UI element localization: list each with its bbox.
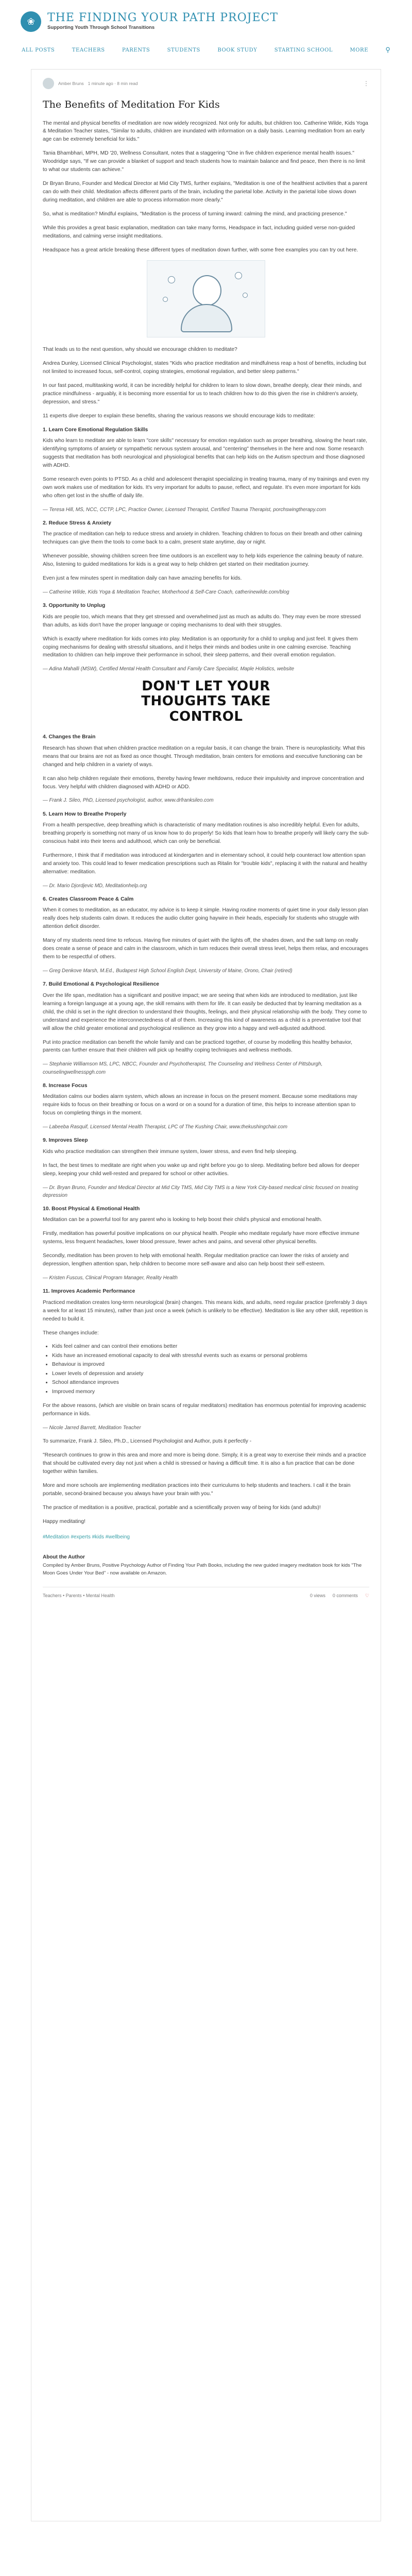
- paragraph: In our fast paced, multitasking world, it can be incredibly helpful for children to learn to slow down, breathe deeply, clear their minds, and practice mindfulness - arguably, it is becoming more essential for us to teach children how to do this given the rise in children's anxiety, depression, and stress.": [43, 382, 362, 405]
- quote-source: — Stephanie Williamson MS, LPC, NBCC, Founder and Psychotherapist, The Counseling and Wellness Center of Pittsburgh, counselingwellnesspgh.com: [43, 1061, 323, 1075]
- nav-book-study[interactable]: BOOK STUDY: [217, 47, 258, 53]
- quote-source: — Nicole Jarred Barrett, Meditation Teacher: [43, 1425, 141, 1431]
- list-item: • School attendance improves: [52, 1379, 369, 1386]
- section-heading: 7. Build Emotional & Psychological Resilience: [43, 981, 160, 988]
- nav-parents[interactable]: PARENTS: [122, 47, 150, 53]
- illustration-body: [181, 304, 232, 332]
- section-heading: 6. Creates Classroom Peace & Calm: [43, 896, 134, 902]
- comments-count[interactable]: 0 comments: [332, 1592, 358, 1598]
- paragraph: Dr Bryan Bruno, Founder and Medical Director at Mid City TMS, further explains, "Meditation is one of the healthiest activities that a parent can do with their child. Meditation affects different parts of the brain, including the parietal lobe. Activity in the parietal lobe slows down during meditation, and children are able to process information more clearly.": [43, 181, 368, 204]
- section-heading: 8. Increase Focus: [43, 1082, 88, 1089]
- list-item: • Behaviour is improved: [52, 1361, 369, 1368]
- list-item: • Kids feel calmer and can control their emotions better: [52, 1343, 369, 1350]
- changes-list: [52, 1343, 369, 1396]
- paragraph: Meditation calms our bodies alarm system, which allows an increase in focus on the present moment. Because some meditations may require kids to focus on their breathing or focus on a word or on a sound for a duration of time, this helps to increase attention span to focus on completing things in the moment.: [43, 1094, 357, 1116]
- paragraph: These changes include:: [43, 1330, 99, 1336]
- site-title[interactable]: THE FINDING YOUR PATH PROJECT: [47, 11, 279, 24]
- quote-source: — Greg Denkove Marsh, M.Ed., Budapest High School English Dept, University of Maine, Orono, Chair (retired): [43, 968, 293, 974]
- main-nav: [0, 43, 412, 57]
- about-author: [43, 1553, 369, 1577]
- logo-icon[interactable]: ❀: [21, 11, 41, 32]
- paragraph: Andrea Dunley, Licensed Clinical Psychologist, states "Kids who practice meditation and mindfulness reap a host of benefits, including but not limited to increased focus, self-control, coping strategies, emotional regulation, and better sleep patterns.": [43, 360, 366, 375]
- paragraph: Headspace has a great article breaking these different types of meditation down further, with some free examples you can try out here.: [43, 247, 358, 253]
- section-heading: 4. Changes the Brain: [43, 734, 96, 740]
- list-item: • Lower levels of depression and anxiety: [52, 1370, 369, 1378]
- post-footer: [43, 1587, 369, 1600]
- thought-bubble-icon: [168, 276, 175, 283]
- post-categories[interactable]: Teachers • Parents • Mental Health: [43, 1592, 115, 1598]
- nav-starting-school[interactable]: STARTING SCHOOL: [274, 47, 333, 53]
- section-heading: 2. Reduce Stress & Anxiety: [43, 520, 111, 526]
- paragraph: When it comes to meditation, as an educator, my advice is to keep it simple. Having routine moments of quiet time in your daily lesson plan really does help students calm down. It reduces the audio clutter going haywire in their heads, especially for students who struggle with attention deficit disorder.: [43, 907, 368, 930]
- section-heading: 3. Opportunity to Unplug: [43, 603, 106, 609]
- thought-bubble-icon: [243, 293, 248, 298]
- paragraph: Kids who practice meditation can strengthen their immune system, lower stress, and even find help sleeping.: [43, 1148, 298, 1155]
- list-item: • Improved memory: [52, 1388, 369, 1396]
- paragraph: That leads us to the next question, why should we encourage children to meditate?: [43, 346, 237, 352]
- nav-teachers[interactable]: TEACHERS: [72, 47, 105, 53]
- quote-source: — Dr. Bryan Bruno, Founder and Medical Director at Mid City TMS, Mid City TMS is a New York City-based medical clinic focused on treating depression: [43, 1184, 358, 1198]
- more-options-icon[interactable]: ⋮: [363, 80, 369, 87]
- callout-line: DON'T LET YOUR: [142, 678, 270, 694]
- section-heading: 10. Boost Physical & Emotional Health: [43, 1206, 140, 1212]
- list-item: • Kids have an increased emotional capacity to deal with stressful events such as exams or personal problems: [52, 1352, 369, 1360]
- paragraph: Tania Bhambhari, MPH, MD '20, Wellness Consultant, notes that a staggering "One in five children experience mental health issues." Woodridge says, "If we can provide a blanket of support and teach students how to maintain balance and find peace, then there is no limit to what our students can achieve.": [43, 150, 366, 173]
- quote-source: — Frank J. Sileo, PhD, Licensed psychologist, author, www.drfranksileo.com: [43, 798, 214, 804]
- section-heading: 11. Improves Academic Performance: [43, 1289, 135, 1295]
- callout-image: [43, 679, 369, 725]
- about-title: About the Author: [43, 1554, 85, 1561]
- paragraph: For the above reasons, (which are visible on brain scans of regular meditators) meditation has enormous potential for improving academic performance in kids.: [43, 1403, 366, 1417]
- paragraph: Secondly, meditation has been proven to help with emotional health. Regular meditation practice can lower the risks of anxiety and depression, lengthen attention span, help children to become more self-aware and also can help boost their self-esteem.: [43, 1253, 349, 1267]
- paragraph: Even just a few minutes spent in meditation daily can have amazing benefits for kids.: [43, 575, 242, 582]
- paragraph: The mental and physical benefits of meditation are now widely recognized. Not only for adults, but children too. Catherine Wilde, Kids Yoga & Meditation Teacher states, "Similar to adults, children are inundated with information on a daily basis. Learning meditation from an early age can be extremely beneficial for kids.": [43, 120, 368, 143]
- quote-source: — Dr. Mario Djordjevic MD, Meditationhelp.org: [43, 883, 147, 889]
- paragraph: In fact, the best times to meditate are right when you wake up and right before you go to sleep. Meditating before bed allows for deeper sleep, keeping your child well-rested and prepared for school or other activities.: [43, 1162, 359, 1177]
- paragraph: Firstly, meditation has powerful positive implications on our physical health. People who meditate regularly have more effective immune systems, less frequent headaches, lower blood pressure, fewer aches and pains, and several other physical benefits.: [43, 1231, 359, 1245]
- paragraph: Research has shown that when children practice meditation on a regular basis, it can change the brain. There is neuroplasticity. What this means that our brains are not as fixed as once thought. Through meditation, brain centers for emotions and executive functioning can be changed and help children in a variety of ways.: [43, 745, 365, 768]
- views-count: 0 views: [310, 1592, 325, 1598]
- avatar[interactable]: [43, 78, 54, 89]
- paragraph: Over the life span, meditation has a significant and positive impact; we are seeing that when kids are introduced to meditation, just like learning a foreign language at a young age, the skill remains with them for life. It can easily be deducted that by learning meditation as a child, the child is set in the right direction to understand their thoughts, feelings, and their physical relationship with the body. They come to understand and experience the interconnectedness of all of them. Increasing this kind of awareness as a child is a preventative tool that will allow the child greater emotional and psychological resilience as they grow into a happy and well-adjusted adulthood.: [43, 992, 367, 1031]
- quote-source: — Adina Mahalli (MSW), Certified Mental Health Consultant and Family Care Specialist, Maple Holistics, website: [43, 666, 295, 672]
- post-title: The Benefits of Meditation For Kids: [43, 99, 220, 110]
- section-heading: 9. Improves Sleep: [43, 1138, 88, 1144]
- blog-post: [31, 69, 381, 2521]
- paragraph: So, what is meditation? Mindful explains, "Meditation is the process of turning inward: calming the mind, and practicing presence.": [43, 211, 347, 217]
- paragraph: From a health perspective, deep breathing which is characteristic of many meditation routines is also incredibly helpful. Even for adults, breathing properly is something not many of us know how to do properly! So kids that learn how to breathe properly will likely carry the sub-conscious habit into their teens and adulthood, which can only be beneficial.: [43, 822, 369, 844]
- paragraph: Practiced meditation creates long-term neurological (brain) changes. This means kids, and adults, need regular practice (preferably 3 days a week for at least 15 minutes), rather than just once a week (which is unlikely to be effective). Meditation is like any other skill, repetition is needed to build it.: [43, 1299, 368, 1322]
- paragraph: The practice of meditation can help to reduce stress and anxiety in children. Teaching children to focus on their breath and other calming techniques can give them the tools to come back to a calm, present state anytime, day or night.: [43, 531, 363, 546]
- author-row: [43, 78, 369, 89]
- hashtags[interactable]: #Meditation #experts #kids #wellbeing: [43, 1534, 130, 1540]
- nav-more[interactable]: MORE: [350, 47, 369, 53]
- callout-line: THOUGHTS TAKE: [141, 693, 271, 709]
- paragraph: Furthermore, I think that if meditation was introduced at kindergarten and in elementary school, it could help counteract low attention span and anxiety too. This could lead to fewer medication prescriptions such as Ritalin for "trouble kids", replacing it with the natural and healthy alternative: meditation.: [43, 852, 367, 875]
- paragraph: Which is exactly where meditation for kids comes into play. Meditation is an opportunity for a child to unplug and just feel. It gives them coping mechanisms for dealing with stressful situations, and it helps their minds and bodies unite in one calming exercise. Teaching meditation to children can help improve their performance in school, their sleep patterns, and their overall emotion regulation.: [43, 636, 358, 658]
- nav-students[interactable]: STUDENTS: [167, 47, 201, 53]
- thought-bubble-icon: [235, 272, 242, 279]
- paragraph: To summarize, Frank J. Sileo, Ph.D., Licensed Psychologist and Author, puts it perfectly -: [43, 1438, 252, 1445]
- paragraph: Many of my students need time to refocus. Having five minutes of quiet with the lights off, the shades down, and the salt lamp on really does create a sense of peace and calm in the classroom, which in turn reduces their overall stress level, helps them relax, and encourages them to be respectful of others.: [43, 938, 368, 960]
- paragraph: Kids who learn to meditate are able to learn "core skills" necessary for emotion regulation such as proper breathing, slowing the heart rate, identifying symptoms of anxiety or sympathetic nervous system arousal, and "centering" themselves in the here and now. Some research suggests that meditation has both neurological and physiological benefits that can help kids on the Autism spectrum and those diagnosed with ADHD.: [43, 438, 368, 468]
- quote-source: — Labeeba Rasquif, Licensed Mental Health Therapist, LPC of The Kushing Chair, www.thekushingchair.com: [43, 1124, 288, 1130]
- search-icon[interactable]: ⚲: [385, 46, 390, 54]
- paragraph: Meditation can be a powerful tool for any parent who is looking to help boost their child's physical and emotional health.: [43, 1217, 322, 1223]
- nav-all-posts[interactable]: ALL POSTS: [22, 47, 55, 53]
- paragraph: Whenever possible, showing children screen free time outdoors is an excellent way to help kids experience the calming beauty of nature. Also, listening to guided meditations for kids is a great way to help children get started on their meditation journey.: [43, 553, 364, 568]
- post-stats: [310, 1592, 369, 1600]
- illustration-head: [193, 275, 221, 306]
- paragraph: While this provides a great basic explanation, meditation can take many forms, Headspace in fact, including guided verse non-guided meditations, and calming verse insight meditations.: [43, 225, 355, 239]
- callout-line: CONTROL: [169, 709, 243, 725]
- meditation-illustration: [147, 260, 265, 337]
- paragraph: "Research continues to grow in this area and more and more is being done. Simply, it is a great way to exercise their minds and a practice that should be cultivated every day not just when a child is stressed or having a difficult time. It is also a fun practice that can be done together within families.: [43, 1452, 366, 1475]
- paragraph: Some research even points to PTSD. As a child and adolescent therapist specializing in treating trauma, many of my trainings and even my own work makes use of meditation for kids. It's very important for adults to pause, reflect, and regulate. It's even more important for kids who often get lost in the shuffle of daily life.: [43, 476, 369, 499]
- section-heading: 1. Learn Core Emotional Regulation Skills: [43, 427, 148, 433]
- post-meta: 1 minute ago · 8 min read: [88, 80, 138, 86]
- quote-source: — Teresa Hill, MS, NCC, CCTP, LPC, Practice Owner, Licensed Therapist, Certified Trauma Therapist, porchswingtherapy.com: [43, 506, 327, 513]
- paragraph: 11 experts dive deeper to explain these benefits, sharing the various reasons we should encourage kids to meditate:: [43, 413, 315, 419]
- quote-source: — Catherine Wilde, Kids Yoga & Meditation Teacher, Motherhood & Self-Care Coach, catherinewilde.com/blog: [43, 589, 289, 596]
- heart-icon[interactable]: ♡: [365, 1592, 369, 1598]
- site-header: [0, 0, 412, 36]
- paragraph: Kids are people too, which means that they get stressed and overwhelmed just as much as adults do. They may even be more stressed than adults, as kids don't have the proper language or coping mechanisms to deal with their struggles.: [43, 614, 361, 628]
- closing-line: Happy meditating!: [43, 1518, 85, 1524]
- quote-source: — Kristen Fuscus, Clinical Program Manager, Reality Health: [43, 1275, 178, 1281]
- thought-bubble-icon: [163, 297, 168, 302]
- author-name[interactable]: Amber Bruns: [58, 80, 84, 86]
- paragraph: Put into practice meditation can benefit the whole family and can be practiced together, of course by modelling this healthy behavior, parents can further ensure that their children will pick up healthy coping techniques and wellness methods.: [43, 1039, 353, 1054]
- section-heading: 5. Learn How to Breathe Properly: [43, 811, 127, 817]
- about-text: Compiled by Amber Bruns, Positive Psychology Author of Finding Your Path Books, including the new guided imagery meditation book for kids "The Moon Goes Under Your Bed" - now available on Amazon.: [43, 1563, 362, 1577]
- site-tagline: Supporting Youth Through School Transitions: [47, 24, 155, 30]
- logo[interactable]: [47, 12, 278, 31]
- paragraph: It can also help children regulate their emotions, thereby having fewer meltdowns, reduce their impulsivity and improve concentration and focus. Very helpful with children diagnosed with ADHD or ADD.: [43, 775, 364, 790]
- paragraph: The practice of meditation is a positive, practical, portable and a scientifically proven way of being for kids (and adults)!: [43, 1504, 321, 1511]
- paragraph: More and more schools are implementing meditation practices into their curriculums to help students and teachers. I call it the brain portable, second-brained because you always have your brain with you.": [43, 1483, 351, 1497]
